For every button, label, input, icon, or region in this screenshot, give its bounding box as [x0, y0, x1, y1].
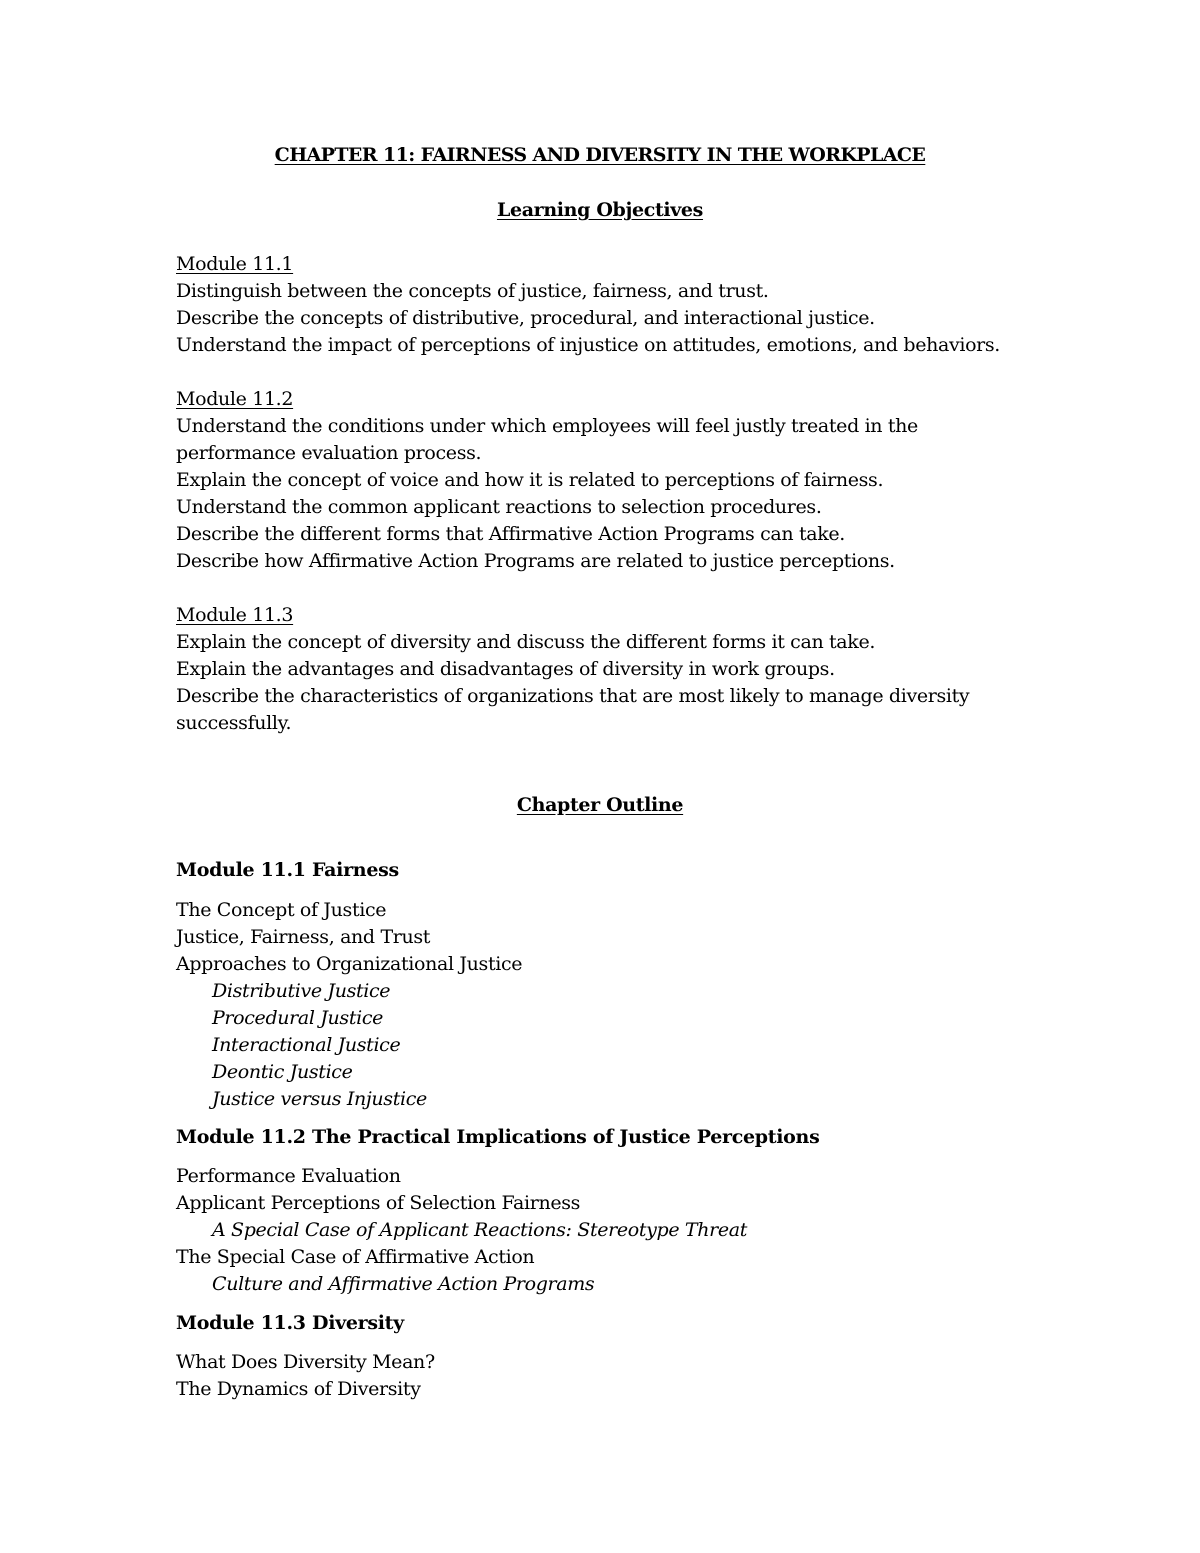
outline-item: Performance Evaluation	[176, 1165, 401, 1187]
objectives-module-label: Module 11.2	[176, 388, 294, 410]
objective-line: Explain the concept of diversity and discuss the different forms it can take.	[176, 631, 876, 653]
outline-module-heading: Module 11.1 Fairness	[176, 859, 399, 881]
objective-line: Explain the concept of voice and how it is related to perceptions of fairness.	[176, 469, 884, 491]
outline-subitem: Procedural Justice	[212, 1007, 384, 1029]
objective-line: successfully.	[176, 712, 292, 734]
outline-item: Applicant Perceptions of Selection Fairness	[176, 1192, 581, 1214]
outline-item: What Does Diversity Mean?	[176, 1351, 435, 1373]
objective-line: Describe how Affirmative Action Programs are related to justice perceptions.	[176, 550, 895, 572]
outline-subitem: Distributive Justice	[212, 980, 391, 1002]
outline-subitem: Justice versus Injustice	[212, 1088, 427, 1110]
outline-item: Approaches to Organizational Justice	[176, 953, 523, 975]
outline-subitem: A Special Case of Applicant Reactions: Stereotype Threat	[212, 1219, 748, 1241]
objective-line: Distinguish between the concepts of justice, fairness, and trust.	[176, 280, 769, 302]
outline-module-heading: Module 11.2 The Practical Implications of Justice Perceptions	[176, 1126, 820, 1148]
outline-item: Justice, Fairness, and Trust	[176, 926, 431, 948]
objectives-module-label: Module 11.3	[176, 604, 294, 626]
objective-line: Describe the concepts of distributive, procedural, and interactional justice.	[176, 307, 875, 329]
chapter-title: CHAPTER 11: FAIRNESS AND DIVERSITY IN THE WORKPLACE	[274, 144, 926, 166]
objectives-module-label: Module 11.1	[176, 253, 294, 275]
objective-line: Understand the impact of perceptions of injustice on attitudes, emotions, and behaviors.	[176, 334, 1000, 356]
chapter-outline-heading: Chapter Outline	[516, 794, 684, 816]
outline-item: The Special Case of Affirmative Action	[176, 1246, 535, 1268]
objective-line: Describe the characteristics of organizations that are most likely to manage diversity	[176, 685, 970, 707]
objective-line: Understand the conditions under which employees will feel justly treated in the	[176, 415, 918, 437]
objective-line: Describe the different forms that Affirmative Action Programs can take.	[176, 523, 845, 545]
objective-line: Explain the advantages and disadvantages of diversity in work groups.	[176, 658, 835, 680]
outline-module-heading: Module 11.3 Diversity	[176, 1312, 404, 1334]
outline-subitem: Deontic Justice	[212, 1061, 353, 1083]
outline-subitem: Interactional Justice	[212, 1034, 401, 1056]
objective-line: performance evaluation process.	[176, 442, 482, 464]
outline-subitem: Culture and Affirmative Action Programs	[212, 1273, 595, 1295]
outline-item: The Dynamics of Diversity	[176, 1378, 421, 1400]
outline-item: The Concept of Justice	[176, 899, 387, 921]
learning-objectives-heading: Learning Objectives	[496, 199, 704, 221]
objective-line: Understand the common applicant reactions to selection procedures.	[176, 496, 822, 518]
